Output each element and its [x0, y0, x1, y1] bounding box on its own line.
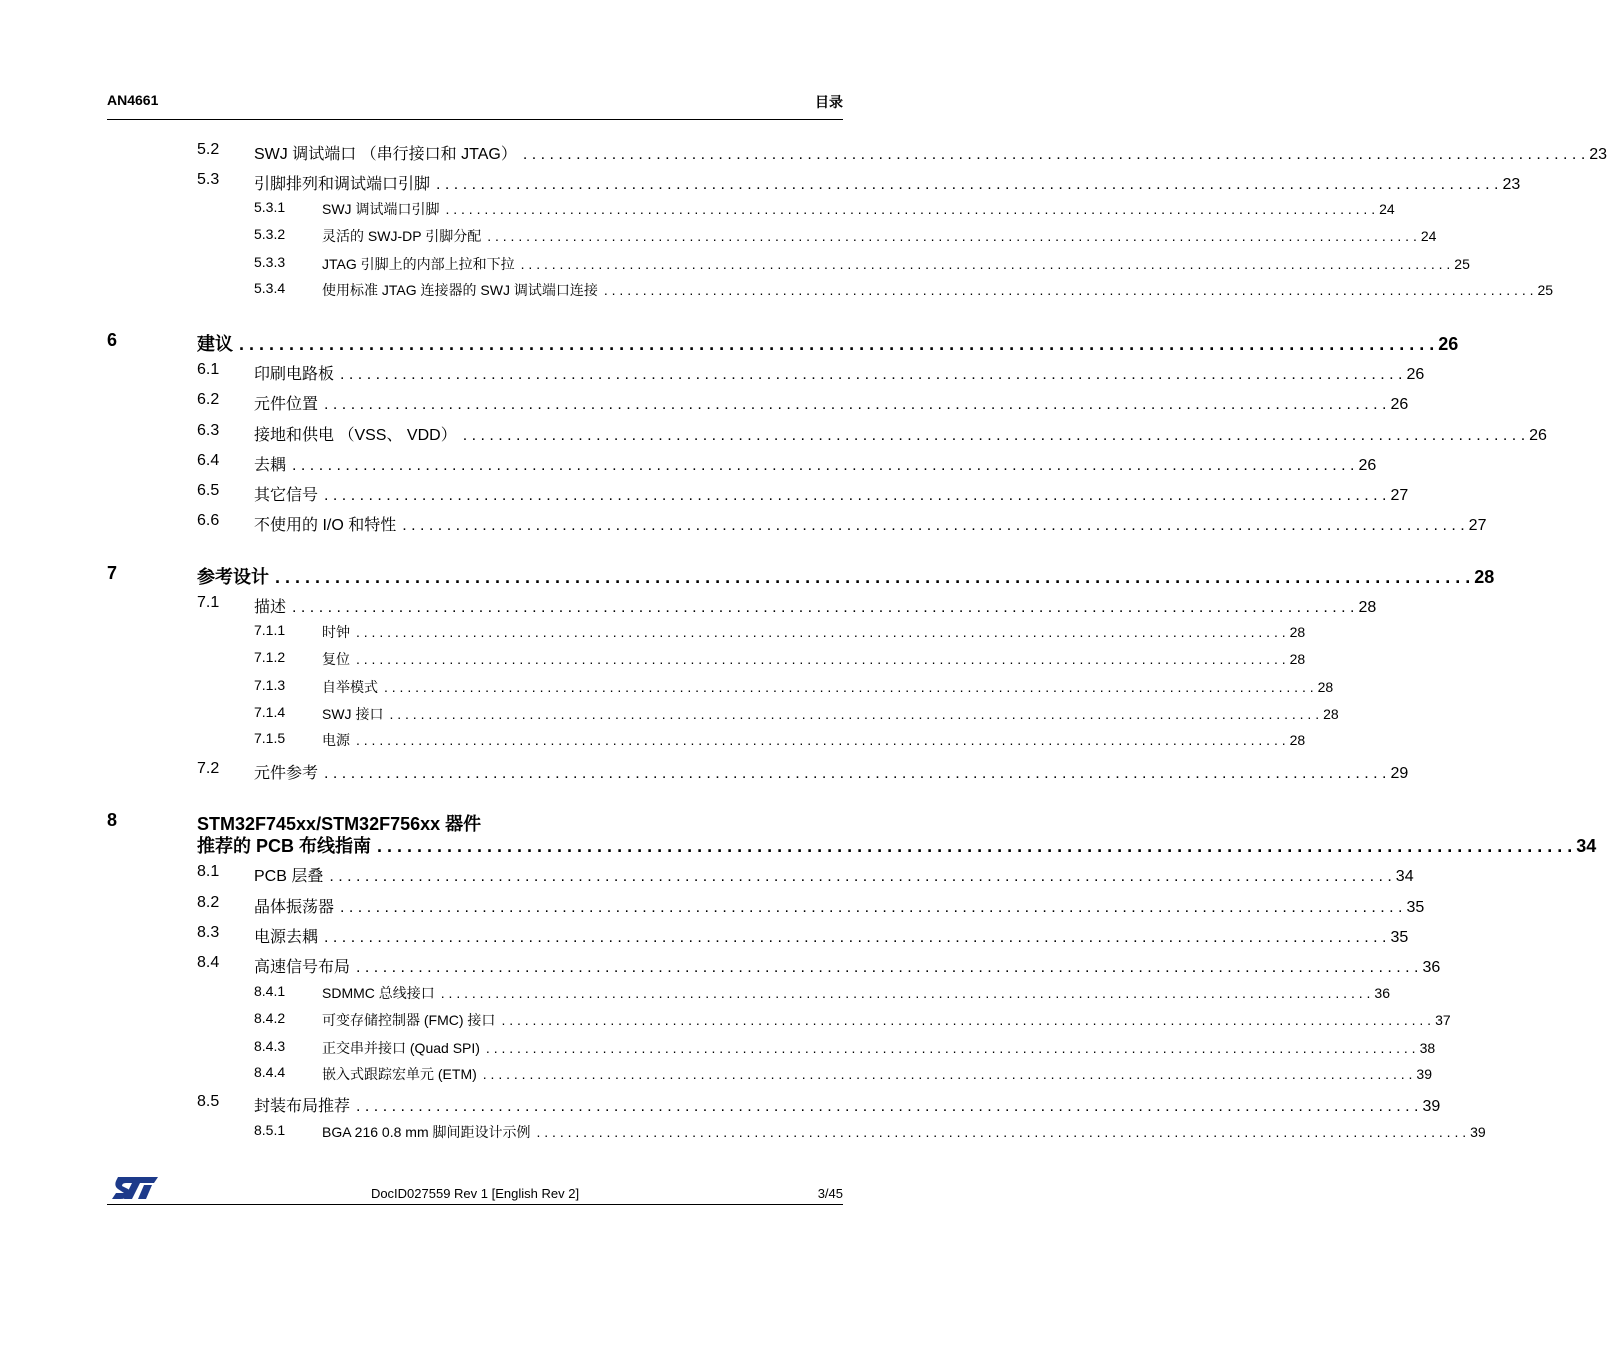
- toc-entry[interactable]: [0, 199, 1395, 221]
- toc-entry-label: 接地和供电 （VSS、 VDD）: [254, 427, 457, 444]
- toc-entry-label: 可变存储控制器 (FMC) 接口: [322, 1012, 496, 1028]
- toc-entry[interactable]: [0, 422, 1547, 444]
- toc-entry-page: 39: [1416, 1066, 1432, 1082]
- toc-entry[interactable]: [0, 704, 1339, 726]
- toc-entry[interactable]: [0, 563, 1495, 587]
- toc-entry-number: 8.3: [197, 924, 220, 941]
- toc-entry-label: 电源: [322, 732, 350, 748]
- toc-entry-label: 引脚排列和调试端口引脚: [254, 176, 431, 193]
- toc-entry[interactable]: [0, 730, 1306, 752]
- toc-entry-number: 5.3.3: [254, 254, 286, 270]
- toc-leader-dots: . . . . . . . . . . . . . . . . . . . . . . . . . . . . . . . . . . . . . . . . . . . . . . . . . . . . . . . . . . . . . . . . . . . . . . . . . . . . . . . . . . . . . . . . . . . . . . . . . . . . . . . . . . . . . . . . . . . . . . . .: [340, 899, 1403, 916]
- toc-entry-label: 建议: [197, 334, 233, 354]
- toc-leader-dots: . . . . . . . . . . . . . . . . . . . . . . . . . . . . . . . . . . . . . . . . . . . . . . . . . . . . . . . . . . . . . . . . . . . . . . . . . . . . . . . . . . . . . . . . . . . . . . . . . . . . . . . . . . . . . . . . . . . . . . . .: [445, 201, 1376, 217]
- page-header: [107, 92, 843, 120]
- footer-rule: [107, 1204, 843, 1205]
- toc-leader-dots: . . . . . . . . . . . . . . . . . . . . . . . . . . . . . . . . . . . . . . . . . . . . . . . . . . . . . . . . . . . . . . . . . . . . . . . . . . . . . . . . . . . . . . . . . . . . . . . . . . . . . . . . . . . . . . . . . . . . . . . .: [482, 1066, 1413, 1082]
- toc-entry-number: 7: [107, 563, 118, 583]
- toc-entry-page: 24: [1379, 201, 1395, 217]
- toc-entry-number: 8.1: [197, 863, 220, 880]
- toc-entry-number: 7.1.4: [254, 704, 286, 720]
- toc-entry[interactable]: [0, 280, 1554, 302]
- toc-entry-number: 7.2: [197, 760, 220, 777]
- toc-entry-page: 26: [1529, 427, 1547, 444]
- toc-entry[interactable]: [0, 1010, 1451, 1032]
- toc-entry-label: 复位: [322, 651, 350, 667]
- toc-entry-page: 36: [1374, 985, 1390, 1001]
- toc-entry[interactable]: [0, 361, 1425, 383]
- toc-entry-label: 参考设计: [197, 567, 269, 587]
- toc-entry-page: 28: [1289, 651, 1306, 667]
- toc-entry-label: SDMMC 总线接口: [322, 985, 435, 1001]
- toc-entry-label: JTAG 引脚上的内部上拉和下拉: [322, 256, 515, 272]
- toc-entry-number: 7.1.1: [254, 622, 286, 638]
- toc-entry-number: 8: [107, 810, 118, 830]
- toc-leader-dots: . . . . . . . . . . . . . . . . . . . . . . . . . . . . . . . . . . . . . . . . . . . . . . . . . . . . . . . . . . . . . . . . . . . . . . . . . . . . . . . . . . . . . . . . . . . . . . . . . . . . . . . . . . . . . . . . . . . . . . . .: [324, 929, 1387, 946]
- toc-entry-page: 28: [1358, 599, 1377, 616]
- toc-entry-number: 5.3.1: [254, 199, 286, 215]
- toc-leader-dots: . . . . . . . . . . . . . . . . . . . . . . . . . . . . . . . . . . . . . . . . . . . . . . . . . . . . . . . . . . . . . . . . . . . . . . . . . . . . . . . . . . . . . . . . . . . . . . . . . . . . . . . . . . . . . . . . . . . . . . . .: [384, 679, 1314, 695]
- toc-entry-number: 8.5.1: [254, 1122, 286, 1138]
- toc-entry-label: 其它信号: [254, 487, 319, 504]
- toc-entry[interactable]: [0, 1038, 1436, 1060]
- toc-entry[interactable]: [0, 894, 1425, 916]
- toc-entry-label: BGA 216 0.8 mm 脚间距设计示例: [322, 1124, 531, 1140]
- toc-entry-page: 35: [1406, 899, 1425, 916]
- toc-entry[interactable]: [0, 254, 1470, 276]
- toc-leader-dots: . . . . . . . . . . . . . . . . . . . . . . . . . . . . . . . . . . . . . . . . . . . . . . . . . . . . . . . . . . . . . . . . . . . . . . . . . . . . . . . . . . . . . . . . . . . . . . . . . . . . . . . . . . . . . . . . . . . . . . . .: [275, 567, 1471, 587]
- toc-leader-dots: . . . . . . . . . . . . . . . . . . . . . . . . . . . . . . . . . . . . . . . . . . . . . . . . . . . . . . . . . . . . . . . . . . . . . . . . . . . . . . . . . . . . . . . . . . . . . . . . . . . . . . . . . . . . . . . . . . . . . . . .: [356, 959, 1419, 976]
- toc-entry[interactable]: [0, 954, 1441, 976]
- toc-entry-page: 26: [1406, 366, 1425, 383]
- toc-entry-page: 27: [1468, 517, 1487, 534]
- toc-leader-dots: . . . . . . . . . . . . . . . . . . . . . . . . . . . . . . . . . . . . . . . . . . . . . . . . . . . . . . . . . . . . . . . . . . . . . . . . . . . . . . . . . . . . . . . . . . . . . . . . . . . . . . . . . . . . . . . . . . . . . . . .: [356, 1098, 1419, 1115]
- toc-leader-dots: . . . . . . . . . . . . . . . . . . . . . . . . . . . . . . . . . . . . . . . . . . . . . . . . . . . . . . . . . . . . . . . . . . . . . . . . . . . . . . . . . . . . . . . . . . . . . . . . . . . . . . . . . . . . . . . . . . . . . . . .: [440, 985, 1371, 1001]
- toc-leader-dots: . . . . . . . . . . . . . . . . . . . . . . . . . . . . . . . . . . . . . . . . . . . . . . . . . . . . . . . . . . . . . . . . . . . . . . . . . . . . . . . . . . . . . . . . . . . . . . . . . . . . . . . . . . . . . . . . . . . . . . . .: [356, 732, 1286, 748]
- toc-entry-page: 39: [1422, 1098, 1441, 1115]
- toc-entry-page: 35: [1390, 929, 1409, 946]
- toc-entry-label: 推荐的 PCB 布线指南: [197, 836, 372, 856]
- toc-entry-label: 元件位置: [254, 396, 319, 413]
- toc-entry-label: 元件参考: [254, 765, 319, 782]
- toc-entry-label: 印刷电路板: [254, 366, 335, 383]
- toc-entry-number: 7.1.3: [254, 677, 286, 693]
- toc-leader-dots: . . . . . . . . . . . . . . . . . . . . . . . . . . . . . . . . . . . . . . . . . . . . . . . . . . . . . . . . . . . . . . . . . . . . . . . . . . . . . . . . . . . . . . . . . . . . . . . . . . . . . . . . . . . . . . . . . . . . . . . .: [292, 457, 1355, 474]
- toc-entry-label: 描述: [254, 599, 287, 616]
- toc-leader-dots: . . . . . . . . . . . . . . . . . . . . . . . . . . . . . . . . . . . . . . . . . . . . . . . . . . . . . . . . . . . . . . . . . . . . . . . . . . . . . . . . . . . . . . . . . . . . . . . . . . . . . . . . . . . . . . . . . . . . . . . .: [462, 427, 1526, 444]
- toc-entry-label: 灵活的 SWJ-DP 引脚分配: [322, 228, 482, 244]
- toc-leader-dots: . . . . . . . . . . . . . . . . . . . . . . . . . . . . . . . . . . . . . . . . . . . . . . . . . . . . . . . . . . . . . . . . . . . . . . . . . . . . . . . . . . . . . . . . . . . . . . . . . . . . . . . . . . . . . . . . . . . . . . . .: [402, 517, 1465, 534]
- toc-entry-number: 7.1.5: [254, 730, 286, 746]
- toc-entry-number: 5.3: [197, 171, 220, 188]
- toc-leader-dots: . . . . . . . . . . . . . . . . . . . . . . . . . . . . . . . . . . . . . . . . . . . . . . . . . . . . . . . . . . . . . . . . . . . . . . . . . . . . . . . . . . . . . . . . . . . . . . . . . . . . . . . . . . . . . . . . . . . . . . . .: [389, 706, 1320, 722]
- toc-entry[interactable]: [0, 594, 1377, 616]
- toc-entry-label: SWJ 接口: [322, 706, 384, 722]
- toc-entry-label: 电源去耦: [254, 929, 319, 946]
- toc-entry-page: 29: [1390, 765, 1409, 782]
- toc-entry-page: 27: [1390, 487, 1409, 504]
- toc-entry[interactable]: [0, 1064, 1432, 1086]
- toc-entry-number: 8.4: [197, 954, 220, 971]
- toc-entry-number: 6.3: [197, 422, 220, 439]
- toc-entry-label: SWJ 调试端口 （串行接口和 JTAG）: [254, 146, 517, 163]
- toc-entry-page: 24: [1420, 228, 1437, 244]
- toc-entry[interactable]: [0, 760, 1409, 782]
- toc-entry-label: 正交串并接口 (Quad SPI): [322, 1040, 480, 1056]
- toc-entry[interactable]: [0, 391, 1409, 413]
- toc-leader-dots: . . . . . . . . . . . . . . . . . . . . . . . . . . . . . . . . . . . . . . . . . . . . . . . . . . . . . . . . . . . . . . . . . . . . . . . . . . . . . . . . . . . . . . . . . . . . . . . . . . . . . . . . . . . . . . . . . . . . . . . .: [501, 1012, 1432, 1028]
- toc-entry-number: 7.1.2: [254, 649, 286, 665]
- toc-leader-dots: . . . . . . . . . . . . . . . . . . . . . . . . . . . . . . . . . . . . . . . . . . . . . . . . . . . . . . . . . . . . . . . . . . . . . . . . . . . . . . . . . . . . . . . . . . . . . . . . . . . . . . . . . . . . . . . . . . . . . . . .: [487, 228, 1417, 244]
- toc-entry-page: 26: [1438, 334, 1459, 354]
- toc-entry-number: 8.4.3: [254, 1038, 286, 1054]
- toc-entry-page: 34: [1395, 868, 1414, 885]
- toc-entry-page: 25: [1454, 256, 1470, 272]
- toc-entry[interactable]: [0, 226, 1437, 248]
- toc-entry-number: 6.2: [197, 391, 220, 408]
- toc-entry[interactable]: [0, 482, 1409, 504]
- toc-entry-page: 26: [1390, 396, 1409, 413]
- toc-leader-dots: . . . . . . . . . . . . . . . . . . . . . . . . . . . . . . . . . . . . . . . . . . . . . . . . . . . . . . . . . . . . . . . . . . . . . . . . . . . . . . . . . . . . . . . . . . . . . . . . . . . . . . . . . . . . . . . . . . . . . . . .: [324, 487, 1387, 504]
- toc-entry-page: 28: [1323, 706, 1339, 722]
- footer-page-number: 3/45: [817, 1186, 843, 1201]
- toc-leader-dots: . . . . . . . . . . . . . . . . . . . . . . . . . . . . . . . . . . . . . . . . . . . . . . . . . . . . . . . . . . . . . . . . . . . . . . . . . . . . . . . . . . . . . . . . . . . . . . . . . . . . . . . . . . . . . . . . . . . . . . . .: [522, 146, 1586, 163]
- toc-leader-dots: . . . . . . . . . . . . . . . . . . . . . . . . . . . . . . . . . . . . . . . . . . . . . . . . . . . . . . . . . . . . . . . . . . . . . . . . . . . . . . . . . . . . . . . . . . . . . . . . . . . . . . . . . . . . . . . . . . . . . . . .: [239, 334, 1435, 354]
- toc-leader-dots: . . . . . . . . . . . . . . . . . . . . . . . . . . . . . . . . . . . . . . . . . . . . . . . . . . . . . . . . . . . . . . . . . . . . . . . . . . . . . . . . . . . . . . . . . . . . . . . . . . . . . . . . . . . . . . . . . . . . . . . .: [324, 396, 1387, 413]
- toc-entry[interactable]: [0, 677, 1334, 699]
- toc-entry-page: 28: [1289, 624, 1306, 640]
- toc-entry[interactable]: [0, 1093, 1441, 1115]
- toc-entry[interactable]: [0, 141, 1607, 163]
- toc-entry-number: 8.2: [197, 894, 220, 911]
- toc-entry-number: 8.4.1: [254, 983, 286, 999]
- toc-entry-number: 5.3.2: [254, 226, 286, 242]
- toc-entry-page: 28: [1317, 679, 1334, 695]
- toc-entry[interactable]: [0, 330, 1459, 354]
- toc-leader-dots: . . . . . . . . . . . . . . . . . . . . . . . . . . . . . . . . . . . . . . . . . . . . . . . . . . . . . . . . . . . . . . . . . . . . . . . . . . . . . . . . . . . . . . . . . . . . . . . . . . . . . . . . . . . . . . . . . . . . . . . .: [377, 836, 1573, 856]
- toc-entry[interactable]: [0, 810, 1597, 856]
- toc-entry[interactable]: [0, 512, 1487, 534]
- toc-entry-page: 37: [1435, 1012, 1451, 1028]
- toc-leader-dots: . . . . . . . . . . . . . . . . . . . . . . . . . . . . . . . . . . . . . . . . . . . . . . . . . . . . . . . . . . . . . . . . . . . . . . . . . . . . . . . . . . . . . . . . . . . . . . . . . . . . . . . . . . . . . . . . . . . . . . . .: [292, 599, 1355, 616]
- toc-entry[interactable]: [0, 622, 1306, 644]
- toc-entry[interactable]: [0, 863, 1414, 885]
- toc-entry-page: 28: [1474, 567, 1495, 587]
- toc-entry-label: 不使用的 I/O 和特性: [254, 517, 397, 534]
- toc-entry-page: 38: [1419, 1040, 1436, 1056]
- toc-entry-number: 6.1: [197, 361, 220, 378]
- toc-entry-label: PCB 层叠: [254, 868, 324, 885]
- toc-entry-number: 5.2: [197, 141, 220, 158]
- toc-entry-label: SWJ 调试端口引脚: [322, 201, 440, 217]
- toc-entry-page: 39: [1470, 1124, 1486, 1140]
- toc-entry-page: 23: [1589, 146, 1607, 163]
- toc-entry-number: 6.4: [197, 452, 220, 469]
- toc-entry-number: 8.4.4: [254, 1064, 286, 1080]
- toc-entry[interactable]: [0, 452, 1377, 474]
- document-number: AN4661: [107, 92, 159, 108]
- toc-entry-page: 26: [1358, 457, 1377, 474]
- toc-leader-dots: . . . . . . . . . . . . . . . . . . . . . . . . . . . . . . . . . . . . . . . . . . . . . . . . . . . . . . . . . . . . . . . . . . . . . . . . . . . . . . . . . . . . . . . . . . . . . . . . . . . . . . . . . . . . . . . . . . . . . . . .: [329, 868, 1392, 885]
- toc-entry-label-line1: STM32F745xx/STM32F756xx 器件: [197, 814, 482, 834]
- toc-entry-number: 6.5: [197, 482, 220, 499]
- toc-entry-label: 晶体振荡器: [254, 899, 335, 916]
- toc-entry-number: 7.1: [197, 594, 220, 611]
- toc-entry[interactable]: [0, 1122, 1486, 1144]
- toc-entry-label: 自举模式: [322, 679, 378, 695]
- toc-leader-dots: . . . . . . . . . . . . . . . . . . . . . . . . . . . . . . . . . . . . . . . . . . . . . . . . . . . . . . . . . . . . . . . . . . . . . . . . . . . . . . . . . . . . . . . . . . . . . . . . . . . . . . . . . . . . . . . . . . . . . . . .: [356, 624, 1286, 640]
- toc-entry[interactable]: [0, 171, 1521, 193]
- toc-leader-dots: . . . . . . . . . . . . . . . . . . . . . . . . . . . . . . . . . . . . . . . . . . . . . . . . . . . . . . . . . . . . . . . . . . . . . . . . . . . . . . . . . . . . . . . . . . . . . . . . . . . . . . . . . . . . . . . . . . . . . . . .: [603, 282, 1534, 298]
- toc-leader-dots: . . . . . . . . . . . . . . . . . . . . . . . . . . . . . . . . . . . . . . . . . . . . . . . . . . . . . . . . . . . . . . . . . . . . . . . . . . . . . . . . . . . . . . . . . . . . . . . . . . . . . . . . . . . . . . . . . . . . . . . .: [436, 176, 1499, 193]
- toc-leader-dots: . . . . . . . . . . . . . . . . . . . . . . . . . . . . . . . . . . . . . . . . . . . . . . . . . . . . . . . . . . . . . . . . . . . . . . . . . . . . . . . . . . . . . . . . . . . . . . . . . . . . . . . . . . . . . . . . . . . . . . . .: [520, 256, 1451, 272]
- toc-entry-number: 8.5: [197, 1093, 220, 1110]
- toc-entry-number: 8.4.2: [254, 1010, 286, 1026]
- toc-leader-dots: . . . . . . . . . . . . . . . . . . . . . . . . . . . . . . . . . . . . . . . . . . . . . . . . . . . . . . . . . . . . . . . . . . . . . . . . . . . . . . . . . . . . . . . . . . . . . . . . . . . . . . . . . . . . . . . . . . . . . . . .: [356, 651, 1286, 667]
- toc-leader-dots: . . . . . . . . . . . . . . . . . . . . . . . . . . . . . . . . . . . . . . . . . . . . . . . . . . . . . . . . . . . . . . . . . . . . . . . . . . . . . . . . . . . . . . . . . . . . . . . . . . . . . . . . . . . . . . . . . . . . . . . .: [536, 1124, 1467, 1140]
- toc-entry-label: 去耦: [254, 457, 287, 474]
- toc-entry-page: 23: [1502, 176, 1521, 193]
- toc-entry-page: 36: [1422, 959, 1441, 976]
- toc-entry[interactable]: [0, 983, 1390, 1005]
- section-title: 目录: [815, 94, 843, 110]
- toc-entry-label: 使用标准 JTAG 连接器的 SWJ 调试端口连接: [322, 282, 598, 298]
- toc-entry-page: 34: [1576, 836, 1597, 856]
- toc-leader-dots: . . . . . . . . . . . . . . . . . . . . . . . . . . . . . . . . . . . . . . . . . . . . . . . . . . . . . . . . . . . . . . . . . . . . . . . . . . . . . . . . . . . . . . . . . . . . . . . . . . . . . . . . . . . . . . . . . . . . . . . .: [485, 1040, 1416, 1056]
- toc-entry[interactable]: [0, 924, 1409, 946]
- toc-leader-dots: . . . . . . . . . . . . . . . . . . . . . . . . . . . . . . . . . . . . . . . . . . . . . . . . . . . . . . . . . . . . . . . . . . . . . . . . . . . . . . . . . . . . . . . . . . . . . . . . . . . . . . . . . . . . . . . . . . . . . . . .: [340, 366, 1403, 383]
- footer-doc-id: DocID027559 Rev 1 [English Rev 2]: [370, 1186, 580, 1201]
- toc-entry-label: 嵌入式跟踪宏单元 (ETM): [322, 1066, 477, 1082]
- toc-entry-page: 28: [1289, 732, 1306, 748]
- toc-leader-dots: . . . . . . . . . . . . . . . . . . . . . . . . . . . . . . . . . . . . . . . . . . . . . . . . . . . . . . . . . . . . . . . . . . . . . . . . . . . . . . . . . . . . . . . . . . . . . . . . . . . . . . . . . . . . . . . . . . . . . . . .: [324, 765, 1387, 782]
- toc-entry-number: 5.3.4: [254, 280, 286, 296]
- toc-entry[interactable]: [0, 649, 1306, 671]
- toc-entry-page: 25: [1537, 282, 1554, 298]
- toc-entry-number: 6.6: [197, 512, 220, 529]
- toc-entry-number: 6: [107, 330, 118, 350]
- toc-entry-label: 封装布局推荐: [254, 1098, 351, 1115]
- toc-entry-label: 时钟: [322, 624, 350, 640]
- toc-entry-label: 高速信号布局: [254, 959, 351, 976]
